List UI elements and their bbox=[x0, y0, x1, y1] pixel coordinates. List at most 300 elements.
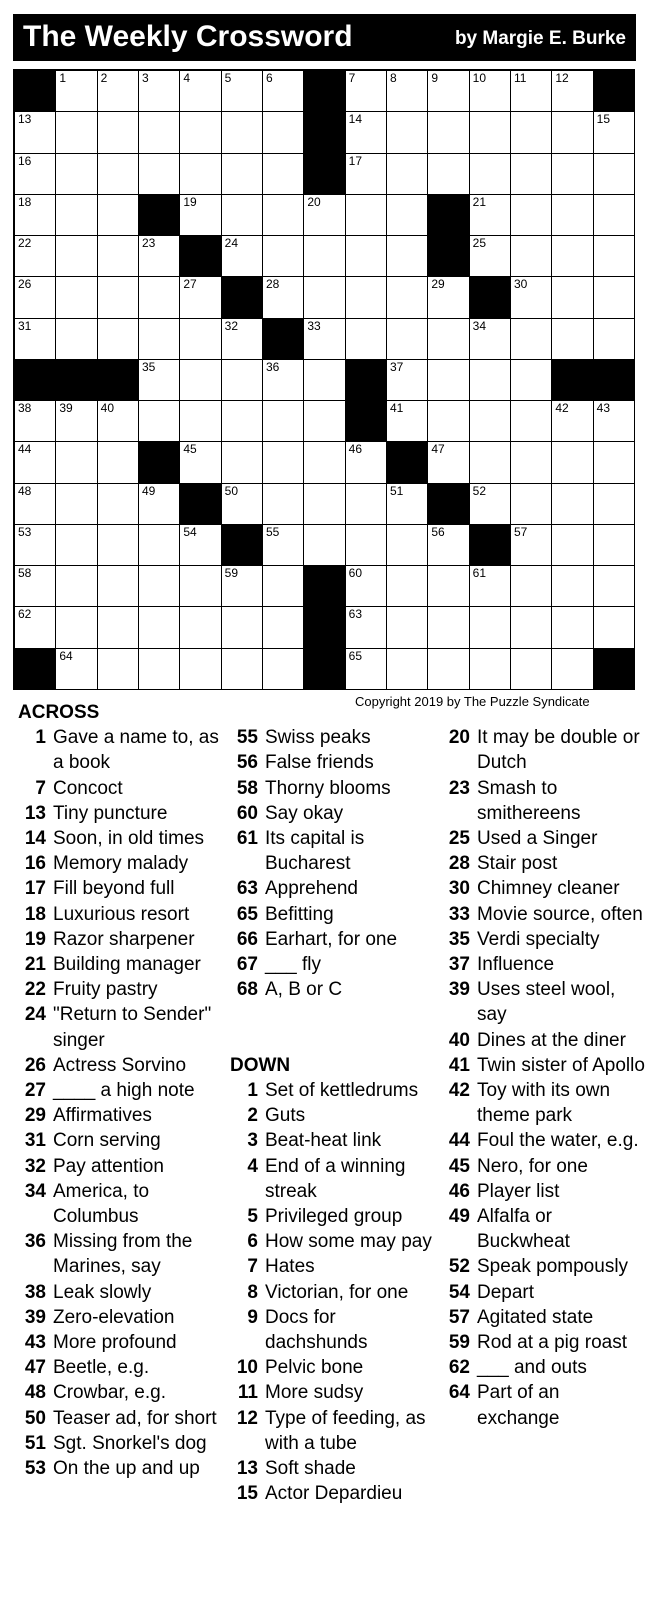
grid-square[interactable] bbox=[15, 484, 56, 525]
grid-square[interactable] bbox=[222, 154, 263, 195]
grid-square[interactable] bbox=[594, 236, 635, 277]
grid-square[interactable] bbox=[180, 607, 221, 648]
clue-text: Speak pompously bbox=[477, 1256, 629, 1278]
black-square bbox=[139, 195, 180, 236]
grid-square[interactable] bbox=[222, 236, 263, 277]
grid-square[interactable] bbox=[180, 112, 221, 153]
grid-square[interactable] bbox=[56, 442, 97, 483]
grid-square[interactable] bbox=[470, 112, 511, 153]
grid-square[interactable] bbox=[56, 236, 97, 277]
down-clue bbox=[442, 977, 647, 1027]
square-number: 8 bbox=[389, 71, 397, 85]
grid-square[interactable] bbox=[263, 525, 304, 566]
square-number: 10 bbox=[472, 71, 487, 85]
grid-square[interactable] bbox=[263, 71, 304, 112]
grid-square[interactable] bbox=[56, 195, 97, 236]
across-clue bbox=[18, 1103, 223, 1128]
clue-number: 64 bbox=[448, 1382, 470, 1404]
grid-square[interactable] bbox=[56, 154, 97, 195]
grid-square[interactable] bbox=[180, 154, 221, 195]
grid-square[interactable] bbox=[222, 442, 263, 483]
grid-square[interactable] bbox=[387, 484, 428, 525]
grid-square[interactable] bbox=[552, 277, 593, 318]
across-clue bbox=[18, 725, 223, 775]
grid-square[interactable] bbox=[15, 401, 56, 442]
square-number: 35 bbox=[141, 359, 156, 374]
grid-square[interactable] bbox=[387, 607, 428, 648]
black-square bbox=[594, 360, 635, 401]
grid-square[interactable] bbox=[98, 442, 139, 483]
clue-text: Foul the water, e.g. bbox=[477, 1130, 639, 1152]
clue-text: Set of kettledrums bbox=[265, 1079, 419, 1101]
square-number: 16 bbox=[18, 153, 32, 168]
grid-square[interactable] bbox=[263, 360, 304, 401]
grid-square[interactable] bbox=[222, 112, 263, 153]
down-clue bbox=[230, 1103, 435, 1128]
clue-number: 46 bbox=[448, 1180, 470, 1202]
clue-text: Swiss peaks bbox=[265, 727, 371, 749]
clue-number: 65 bbox=[236, 903, 258, 925]
grid-square[interactable] bbox=[304, 195, 345, 236]
grid-square[interactable] bbox=[15, 319, 56, 360]
grid-square[interactable] bbox=[222, 649, 263, 690]
grid-square[interactable] bbox=[15, 525, 56, 566]
grid-square[interactable] bbox=[428, 154, 469, 195]
clue-number: 60 bbox=[236, 802, 258, 824]
across-clue bbox=[18, 1128, 223, 1153]
grid-square[interactable] bbox=[346, 71, 387, 112]
grid-square[interactable] bbox=[511, 71, 552, 112]
grid-square[interactable] bbox=[511, 607, 552, 648]
grid-square[interactable] bbox=[470, 319, 511, 360]
clue-number: 66 bbox=[236, 928, 258, 950]
grid-square[interactable] bbox=[511, 195, 552, 236]
black-square bbox=[222, 277, 263, 318]
clue-text: Stair post bbox=[477, 853, 558, 875]
down-clue bbox=[442, 1179, 647, 1204]
grid-square[interactable] bbox=[470, 154, 511, 195]
grid-square[interactable] bbox=[222, 71, 263, 112]
grid-square[interactable] bbox=[98, 112, 139, 153]
grid-square[interactable] bbox=[428, 649, 469, 690]
grid-square[interactable] bbox=[387, 112, 428, 153]
square-number: 57 bbox=[513, 524, 528, 539]
clue-text: Sgt. Snorkel's dog bbox=[53, 1432, 207, 1454]
grid-square[interactable] bbox=[263, 484, 304, 525]
grid-square[interactable] bbox=[304, 525, 345, 566]
black-square bbox=[594, 649, 635, 690]
grid-square[interactable] bbox=[304, 442, 345, 483]
grid-square[interactable] bbox=[346, 607, 387, 648]
grid-square[interactable] bbox=[139, 236, 180, 277]
grid-square[interactable] bbox=[139, 360, 180, 401]
clue-number: 6 bbox=[247, 1231, 258, 1253]
grid-square[interactable] bbox=[552, 112, 593, 153]
square-number: 47 bbox=[431, 442, 445, 457]
grid-square[interactable] bbox=[387, 236, 428, 277]
grid-square[interactable] bbox=[304, 401, 345, 442]
grid-square[interactable] bbox=[387, 649, 428, 690]
across-clue bbox=[230, 902, 435, 927]
grid-square[interactable] bbox=[139, 154, 180, 195]
grid-square[interactable] bbox=[346, 277, 387, 318]
clue-number: 1 bbox=[35, 727, 46, 749]
grid-square[interactable] bbox=[139, 607, 180, 648]
grid-square[interactable] bbox=[552, 401, 593, 442]
clue-text: Building manager bbox=[53, 954, 201, 976]
square-number: 45 bbox=[183, 442, 197, 457]
down-clue bbox=[442, 1028, 647, 1053]
grid-square[interactable] bbox=[594, 319, 635, 360]
clue-text: Actress Sorvino bbox=[53, 1054, 187, 1076]
grid-square[interactable] bbox=[56, 607, 97, 648]
title-banner bbox=[13, 14, 636, 61]
grid-square[interactable] bbox=[139, 112, 180, 153]
grid-square[interactable] bbox=[346, 195, 387, 236]
down-clue bbox=[230, 1355, 435, 1380]
clue-text: Chimney cleaner bbox=[477, 878, 620, 900]
grid-square[interactable] bbox=[428, 112, 469, 153]
grid-square[interactable] bbox=[98, 195, 139, 236]
grid-square[interactable] bbox=[387, 525, 428, 566]
grid-square[interactable] bbox=[15, 112, 56, 153]
grid-square[interactable] bbox=[56, 319, 97, 360]
grid-square[interactable] bbox=[98, 566, 139, 607]
grid-square[interactable] bbox=[222, 607, 263, 648]
grid-square[interactable] bbox=[594, 484, 635, 525]
clue-number: 3 bbox=[247, 1130, 258, 1152]
grid-square[interactable] bbox=[552, 236, 593, 277]
clue-number: 38 bbox=[24, 1281, 46, 1303]
grid-square[interactable] bbox=[594, 566, 635, 607]
grid-square[interactable] bbox=[387, 71, 428, 112]
square-number: 30 bbox=[513, 277, 528, 292]
grid-square[interactable] bbox=[387, 360, 428, 401]
across-heading: ACROSS bbox=[18, 702, 100, 723]
grid-square[interactable] bbox=[139, 319, 180, 360]
grid-square[interactable] bbox=[511, 112, 552, 153]
grid-square[interactable] bbox=[139, 566, 180, 607]
square-number: 34 bbox=[472, 318, 487, 333]
grid-square[interactable] bbox=[15, 195, 56, 236]
clue-number: 28 bbox=[448, 853, 470, 875]
grid-square[interactable] bbox=[180, 649, 221, 690]
square-number: 4 bbox=[183, 71, 191, 85]
grid-square[interactable] bbox=[594, 154, 635, 195]
grid-square[interactable] bbox=[263, 401, 304, 442]
grid-square[interactable] bbox=[511, 236, 552, 277]
down-clue bbox=[230, 1280, 435, 1305]
copyright-notice: Copyright 2019 by The Puzzle Syndicate bbox=[355, 694, 590, 709]
grid-square[interactable] bbox=[56, 525, 97, 566]
grid-square[interactable] bbox=[263, 195, 304, 236]
clue-number: 67 bbox=[236, 954, 258, 976]
grid-square[interactable] bbox=[263, 112, 304, 153]
grid-square[interactable] bbox=[263, 607, 304, 648]
black-square bbox=[180, 236, 221, 277]
grid-square[interactable] bbox=[470, 195, 511, 236]
grid-square[interactable] bbox=[222, 319, 263, 360]
clue-text: Agitated state bbox=[477, 1306, 594, 1328]
grid-square[interactable] bbox=[552, 71, 593, 112]
grid-square[interactable] bbox=[594, 112, 635, 153]
grid-square[interactable] bbox=[263, 154, 304, 195]
grid-square[interactable] bbox=[346, 112, 387, 153]
grid-square[interactable] bbox=[428, 442, 469, 483]
clue-text: Docs for dachshunds bbox=[265, 1306, 368, 1354]
grid-square[interactable] bbox=[552, 566, 593, 607]
grid-square[interactable] bbox=[180, 71, 221, 112]
across-clue bbox=[18, 776, 223, 801]
grid-square[interactable] bbox=[15, 277, 56, 318]
grid-square[interactable] bbox=[428, 319, 469, 360]
grid-square[interactable] bbox=[552, 442, 593, 483]
grid-square[interactable] bbox=[263, 566, 304, 607]
grid-square[interactable] bbox=[594, 401, 635, 442]
square-number: 11 bbox=[513, 71, 527, 85]
grid-square[interactable] bbox=[346, 484, 387, 525]
grid-square[interactable] bbox=[594, 277, 635, 318]
grid-square[interactable] bbox=[15, 607, 56, 648]
grid-square[interactable] bbox=[222, 195, 263, 236]
grid-square[interactable] bbox=[180, 360, 221, 401]
grid-square[interactable] bbox=[470, 649, 511, 690]
grid-square[interactable] bbox=[304, 236, 345, 277]
clue-number: 27 bbox=[24, 1080, 46, 1102]
clue-number: 22 bbox=[24, 979, 46, 1001]
grid-square[interactable] bbox=[594, 607, 635, 648]
across-clue bbox=[18, 1053, 223, 1078]
clue-number: 9 bbox=[247, 1306, 258, 1328]
grid-square[interactable] bbox=[139, 649, 180, 690]
grid-square[interactable] bbox=[222, 360, 263, 401]
grid-square[interactable] bbox=[594, 442, 635, 483]
grid-square[interactable] bbox=[387, 277, 428, 318]
clue-number: 17 bbox=[24, 878, 46, 900]
grid-square[interactable] bbox=[304, 319, 345, 360]
grid-square[interactable] bbox=[98, 649, 139, 690]
clue-text: Pay attention bbox=[53, 1155, 164, 1177]
grid-square[interactable] bbox=[98, 154, 139, 195]
grid-square[interactable] bbox=[304, 484, 345, 525]
grid-square[interactable] bbox=[346, 442, 387, 483]
clue-text: Beat-heat link bbox=[265, 1130, 382, 1152]
grid-square[interactable] bbox=[428, 360, 469, 401]
grid-square[interactable] bbox=[98, 607, 139, 648]
square-number: 23 bbox=[141, 236, 156, 251]
grid-square[interactable] bbox=[98, 277, 139, 318]
square-number: 25 bbox=[472, 236, 487, 251]
grid-square[interactable] bbox=[180, 442, 221, 483]
grid-square[interactable] bbox=[139, 401, 180, 442]
grid-square[interactable] bbox=[304, 277, 345, 318]
clue-text: Influence bbox=[477, 954, 555, 976]
grid-square[interactable] bbox=[511, 566, 552, 607]
grid-square[interactable] bbox=[511, 319, 552, 360]
grid-square[interactable] bbox=[470, 484, 511, 525]
across-clue bbox=[18, 1078, 223, 1103]
grid-square[interactable] bbox=[346, 236, 387, 277]
grid-square[interactable] bbox=[428, 401, 469, 442]
grid-square[interactable] bbox=[139, 484, 180, 525]
grid-square[interactable] bbox=[428, 607, 469, 648]
clue-number: 61 bbox=[236, 828, 258, 849]
grid-square[interactable] bbox=[470, 442, 511, 483]
grid-square[interactable] bbox=[56, 401, 97, 442]
author-byline: by Margie E. Burke bbox=[454, 28, 626, 49]
grid-square[interactable] bbox=[98, 484, 139, 525]
clue-number: 40 bbox=[448, 1029, 470, 1051]
grid-square[interactable] bbox=[56, 649, 97, 690]
clue-number: 16 bbox=[24, 853, 46, 875]
clue-text: Actor Depardieu bbox=[265, 1483, 403, 1505]
grid-square[interactable] bbox=[511, 277, 552, 318]
square-number: 28 bbox=[265, 277, 280, 292]
grid-square[interactable] bbox=[304, 360, 345, 401]
grid-square[interactable] bbox=[511, 360, 552, 401]
grid-square[interactable] bbox=[470, 360, 511, 401]
grid-square[interactable] bbox=[346, 649, 387, 690]
grid-square[interactable] bbox=[98, 236, 139, 277]
grid-square[interactable] bbox=[552, 649, 593, 690]
grid-square[interactable] bbox=[263, 236, 304, 277]
grid-square[interactable] bbox=[222, 484, 263, 525]
grid-square[interactable] bbox=[180, 401, 221, 442]
grid-square[interactable] bbox=[180, 277, 221, 318]
grid-square[interactable] bbox=[346, 154, 387, 195]
grid-square[interactable] bbox=[552, 319, 593, 360]
black-square bbox=[594, 71, 635, 112]
grid-square[interactable] bbox=[346, 319, 387, 360]
grid-square[interactable] bbox=[15, 154, 56, 195]
grid-square[interactable] bbox=[346, 566, 387, 607]
down-clue bbox=[442, 902, 647, 927]
grid-square[interactable] bbox=[346, 525, 387, 566]
grid-square[interactable] bbox=[222, 401, 263, 442]
down-clue bbox=[230, 1456, 435, 1481]
clue-text: Luxurious resort bbox=[53, 903, 190, 925]
down-clue bbox=[230, 1305, 435, 1355]
grid-square[interactable] bbox=[470, 566, 511, 607]
grid-square[interactable] bbox=[594, 525, 635, 566]
grid-square[interactable] bbox=[263, 277, 304, 318]
grid-square[interactable] bbox=[222, 566, 263, 607]
grid-square[interactable] bbox=[56, 112, 97, 153]
grid-square[interactable] bbox=[428, 525, 469, 566]
grid-square[interactable] bbox=[511, 154, 552, 195]
clue-number: 30 bbox=[448, 878, 470, 900]
down-clue bbox=[230, 1229, 435, 1254]
grid-square[interactable] bbox=[15, 236, 56, 277]
clue-text: ___ fly bbox=[265, 954, 321, 976]
grid-square[interactable] bbox=[263, 649, 304, 690]
clue-text: Memory malady bbox=[53, 853, 189, 875]
clue-number: 20 bbox=[448, 727, 470, 749]
grid-square[interactable] bbox=[552, 195, 593, 236]
grid-square[interactable] bbox=[56, 484, 97, 525]
grid-square[interactable] bbox=[180, 195, 221, 236]
clue-number: 15 bbox=[236, 1483, 258, 1505]
across-clue bbox=[230, 927, 435, 952]
clue-number: 7 bbox=[35, 777, 46, 799]
grid-square[interactable] bbox=[98, 525, 139, 566]
grid-square[interactable] bbox=[387, 154, 428, 195]
grid-square[interactable] bbox=[180, 566, 221, 607]
grid-square[interactable] bbox=[552, 607, 593, 648]
grid-square[interactable] bbox=[428, 566, 469, 607]
across-clue bbox=[18, 952, 223, 977]
grid-square[interactable] bbox=[180, 525, 221, 566]
grid-square[interactable] bbox=[511, 649, 552, 690]
black-square bbox=[304, 71, 345, 112]
grid-square[interactable] bbox=[387, 195, 428, 236]
grid-square[interactable] bbox=[511, 442, 552, 483]
grid-square[interactable] bbox=[511, 525, 552, 566]
square-number: 43 bbox=[596, 401, 611, 416]
grid-square[interactable] bbox=[470, 236, 511, 277]
clue-number: 1 bbox=[247, 1079, 258, 1101]
grid-square[interactable] bbox=[98, 401, 139, 442]
grid-square[interactable] bbox=[180, 319, 221, 360]
grid-square[interactable] bbox=[387, 566, 428, 607]
down-clue bbox=[442, 1078, 647, 1128]
grid-square[interactable] bbox=[15, 442, 56, 483]
grid-square[interactable] bbox=[139, 525, 180, 566]
grid-square[interactable] bbox=[15, 566, 56, 607]
grid-square[interactable] bbox=[56, 277, 97, 318]
grid-square[interactable] bbox=[470, 401, 511, 442]
grid-square[interactable] bbox=[56, 71, 97, 112]
grid-square[interactable] bbox=[552, 484, 593, 525]
grid-square[interactable] bbox=[56, 566, 97, 607]
square-number: 9 bbox=[431, 71, 439, 85]
clue-text: Earhart, for one bbox=[265, 928, 398, 950]
clue-text: Its capital is Bucharest bbox=[265, 828, 365, 875]
square-number: 7 bbox=[348, 71, 356, 85]
grid-square[interactable] bbox=[387, 401, 428, 442]
grid-square[interactable] bbox=[387, 319, 428, 360]
square-number: 18 bbox=[18, 194, 32, 209]
grid-square[interactable] bbox=[428, 71, 469, 112]
black-square bbox=[428, 236, 469, 277]
grid-square[interactable] bbox=[98, 319, 139, 360]
grid-square[interactable] bbox=[511, 484, 552, 525]
down-clue bbox=[442, 776, 647, 826]
clue-text: Fruity pastry bbox=[53, 979, 158, 1001]
across-clue bbox=[230, 977, 435, 1002]
grid-square[interactable] bbox=[552, 525, 593, 566]
square-number: 6 bbox=[265, 71, 273, 85]
grid-square[interactable] bbox=[470, 607, 511, 648]
grid-square[interactable] bbox=[139, 71, 180, 112]
across-clue bbox=[18, 876, 223, 901]
grid-square[interactable] bbox=[552, 154, 593, 195]
grid-square[interactable] bbox=[428, 277, 469, 318]
grid-square[interactable] bbox=[511, 401, 552, 442]
across-clue bbox=[18, 1305, 223, 1330]
grid-square[interactable] bbox=[470, 71, 511, 112]
square-number: 62 bbox=[18, 607, 32, 622]
clue-text: Thorny blooms bbox=[265, 777, 391, 799]
down-clue bbox=[442, 1305, 647, 1330]
clue-number: 12 bbox=[236, 1407, 258, 1429]
down-clue bbox=[442, 1280, 647, 1305]
grid-square[interactable] bbox=[139, 277, 180, 318]
across-clue bbox=[18, 1355, 223, 1380]
grid-square[interactable] bbox=[98, 71, 139, 112]
grid-square[interactable] bbox=[263, 442, 304, 483]
grid-square[interactable] bbox=[594, 195, 635, 236]
